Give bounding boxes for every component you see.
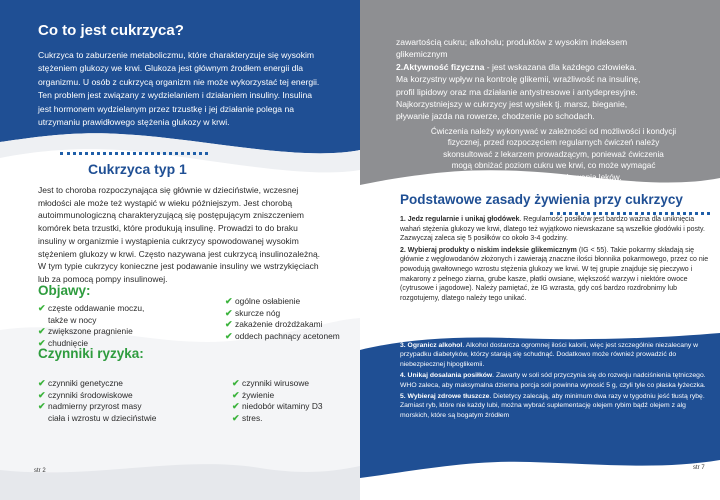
diet-rules-upper [400, 215, 710, 305]
checkmark-icon: ✔ [38, 326, 46, 337]
checkmark-icon: ✔ [232, 401, 240, 412]
exercise-line: Ma korzystny wpływ na kontrolę glikemii, wrażliwość na insulinę, [396, 74, 641, 85]
diet-rule-title: 4. Unikaj dosalania posiłków [400, 372, 493, 380]
list-item-label: częste oddawanie moczu, [48, 303, 145, 313]
list-item [38, 390, 213, 402]
list-item [38, 413, 213, 425]
diet-rule-title: 3. Ogranicz alkohol [400, 342, 463, 349]
list-item-label: niedobór witaminy D3 [242, 401, 323, 412]
note-line: fizycznej, przed rozpoczęciem regularnych ćwiczeń należy [447, 138, 660, 148]
list-item-label: stres. [242, 412, 263, 423]
symptoms-list-right [225, 296, 360, 342]
list-item-label: czynniki genetyczne [48, 378, 123, 388]
list-item [232, 401, 352, 413]
diet-rule-text: . Zawarty w soli sód przyczynia się do rozwoju nadciśnienia tętniczego. WHO zaleca, aby maksymalna dzienna porcja soli powinna wynosić 5 g, czyli tyle co płaska łyżeczka. [400, 372, 706, 389]
list-item-label: skurcze nóg [235, 307, 281, 318]
diet-rule-title: 2. Wybieraj produkty o niskim indeksie glikemicznym [400, 246, 577, 254]
intro-line: stężeniem glukozy we krwi. Glukoza jest głównym źrodłem energii dla [38, 63, 304, 74]
list-item-label: także w nocy [48, 314, 97, 325]
type1-line: Jest to choroba rozpoczynająca się głównie w dzieciństwie, wczesnej [38, 185, 299, 195]
exercise-text: - jest wskazana dla każdego człowieka. [484, 61, 637, 72]
diet-rule [400, 246, 710, 304]
list-item [225, 319, 360, 331]
diet-heading: Podstawowe zasady żywienia przy cukrzycy [400, 192, 683, 207]
diet-rule-title: 5. Wybieraj zdrowe tłuszcze [400, 393, 490, 401]
diet-rule [400, 392, 712, 420]
list-item [225, 308, 360, 320]
exercise-line: profil lipidowy oraz ma działanie antystresowe i antydepresyjne. [396, 86, 638, 97]
note-line: skonsultować z lekarzem prowadzącym, ponieważ ćwiczenia [443, 149, 664, 159]
intro-line: organizmu. U osób z cukrzycą organizm nie może wykorzystać tej energii. [38, 76, 320, 87]
list-item-label: ciała i wzrostu w dzieciństwie [48, 412, 157, 423]
intro-line: jest hormonem wydzielanym przez trzustkę i jej działanie polega na [38, 103, 295, 114]
type1-line: W tym typie cukrzycy konieczne jest podawanie insuliny we wstrzykięciach [38, 261, 319, 272]
checkmark-icon: ✔ [225, 307, 233, 318]
list-item-label: oddech pachnący acetonem [235, 330, 340, 341]
continued-line: glikemicznym [396, 49, 448, 60]
list-item [38, 303, 188, 315]
diet-rules-lower [400, 341, 712, 422]
intro-line: utrzymaniu prawidłowego stężenia glukozy w krwi. [38, 117, 230, 128]
list-item-label: ogólne osłabienie [235, 296, 301, 306]
page-number: str 7 [693, 465, 705, 471]
list-item [232, 378, 352, 390]
type1-line: insuliny w organizmie i wystąpienia cukrzycy spowodowanej wysokim [38, 235, 299, 246]
checkmark-icon: ✔ [38, 389, 46, 400]
intro-paragraph [38, 49, 350, 129]
diet-rule [400, 215, 710, 244]
checkmark-icon: ✔ [38, 401, 46, 412]
list-item [38, 315, 188, 327]
exercise-section [396, 36, 711, 123]
list-item [225, 331, 360, 343]
diet-rule-text: (IG < 55). Takie pokarmy składają się głównie z węglowodanów złożonych i zawierają znaczne ilości błonnika pokarmowego, przez co nie powodują gwałtownego wzrostu stężenia glukozy we krwi. W tej grupie znajduje się pieczywo i makarony z pełnego ziarna, grube kasze, płatki owsiane, większość warzyw i niektóre owoce (cytrusowe i jagodowe). Należy pamiętać, że IG wzrasta, gdy coś bardzo rozdrobnimy lub rozgotujemy, dlatego należy tego unikać. [400, 246, 709, 302]
checkmark-icon: ✔ [38, 337, 46, 348]
list-item-label: zwiększone pragnienie [48, 326, 133, 337]
list-item [232, 413, 352, 425]
note-line: mogą obniżać poziom cukru we krwi, co może wymagać [451, 161, 656, 171]
list-item [38, 401, 213, 413]
list-item-label: żywienie [242, 389, 275, 400]
exercise-note [396, 126, 711, 183]
intro-line: Cukrzyca to zaburzenie metaboliczmu, które charakteryzuje się wysokim [38, 50, 315, 60]
risk-factors-heading: Czynniki ryzyka: [38, 346, 144, 361]
exercise-heading: 2.Aktywność fizyczna [396, 61, 485, 72]
right-page [360, 0, 720, 500]
exercise-line: Najkorzystniejszy w cukrzycy jest wysiłek tj. marsz, bieganie, [396, 99, 628, 110]
type1-line: autoimmunologiczną charakteryzującą się postępującym zniszczeniem [38, 210, 304, 221]
checkmark-icon: ✔ [225, 319, 233, 330]
symptoms-list-left [38, 303, 188, 349]
note-line: zmiany diety oraz dawkowania leków. [485, 172, 622, 182]
type1-line: młodości ale może też wystąpić w wieku późniejszym. Jest chorobą [38, 197, 293, 208]
list-item-label: zakażenie drożdżakami [235, 319, 323, 330]
list-item-label: chudnięcie [48, 337, 89, 348]
diet-rule-text: . Regularność posiłków jest bardzo ważna dla uniknięcia wahań stężenia glukozy we krwi, dlatego też wyjątkowo niewskazane są wszelkie głodówki i posty. Zazwyczaj zaleca się 5 posiłków co około 3-4 godziny. [400, 216, 705, 243]
list-item [225, 296, 360, 308]
checkmark-icon: ✔ [38, 303, 46, 313]
type1-heading: Cukrzyca typ 1 [88, 161, 187, 177]
note-line: Ćwiczenia należy wykonywać w zależności od możliwości i kondycji [430, 127, 677, 136]
symptoms-heading: Objawy: [38, 283, 91, 298]
type1-line: stężeniem glukozy w krwi. Często nazywana jest cukrzycą insulinozależną. [38, 248, 321, 259]
list-item [38, 378, 213, 390]
diet-rule-text: . Dietetycy zalecają, aby minimum dwa razy w tygodniu jeść tłustą rybę. Zamiast ryb, które nie każdy lubi, można wybrać suplementację olejem rybim bądź olejem z alg morskich, które są bogatym źródłem [400, 393, 705, 419]
list-item-label: nadmierny przyrost masy [48, 401, 142, 412]
list-item-label: czynniki środowiskowe [48, 389, 133, 400]
list-item-label: czynniki wirusowe [242, 378, 310, 388]
page-number: str 2 [34, 468, 46, 474]
checkmark-icon: ✔ [225, 330, 233, 341]
intro-line: Ten problem jest związany z wydzielaniem i działaniem insuliny. Insulina [38, 90, 313, 101]
continued-line: zawartością cukru; alkoholu; produktów z wysokim indeksem [396, 37, 628, 47]
checkmark-icon: ✔ [38, 378, 46, 388]
risk-factors-list-left [38, 378, 213, 424]
exercise-line: pływanie jazda na rowerze, chodzenie po schodach. [396, 111, 595, 122]
type1-paragraph [38, 184, 353, 286]
risk-factors-list-right [232, 378, 352, 424]
dotted-divider [60, 152, 208, 155]
exercise-line [396, 61, 711, 73]
page-title: Co to jest cukrzyca? [38, 22, 184, 39]
checkmark-icon: ✔ [232, 378, 240, 388]
list-item [232, 390, 352, 402]
diet-rule [400, 341, 712, 369]
checkmark-icon: ✔ [225, 296, 233, 306]
type1-line: lub za pomocą pompy insulinowej. [38, 273, 168, 284]
diet-rule [400, 371, 712, 390]
diet-rule-text: . Alkohol dostarcza ogromnej ilości kalorii, więc jest szczególnie niezalecany w przypadku diabetyków, którzy starają się schudnąć. Dodatkowo może również prowadzić do niebezpiecznej hipoglikemii. [400, 342, 699, 368]
type1-line: komórek beta trzustki, które produkują insulinę. Prowadzi to do braku [38, 223, 298, 234]
list-item [38, 326, 188, 338]
checkmark-icon: ✔ [232, 412, 240, 423]
diet-rule-title: 1. Jedz regularnie i unikaj głodówek [400, 216, 520, 223]
checkmark-icon: ✔ [232, 389, 240, 400]
